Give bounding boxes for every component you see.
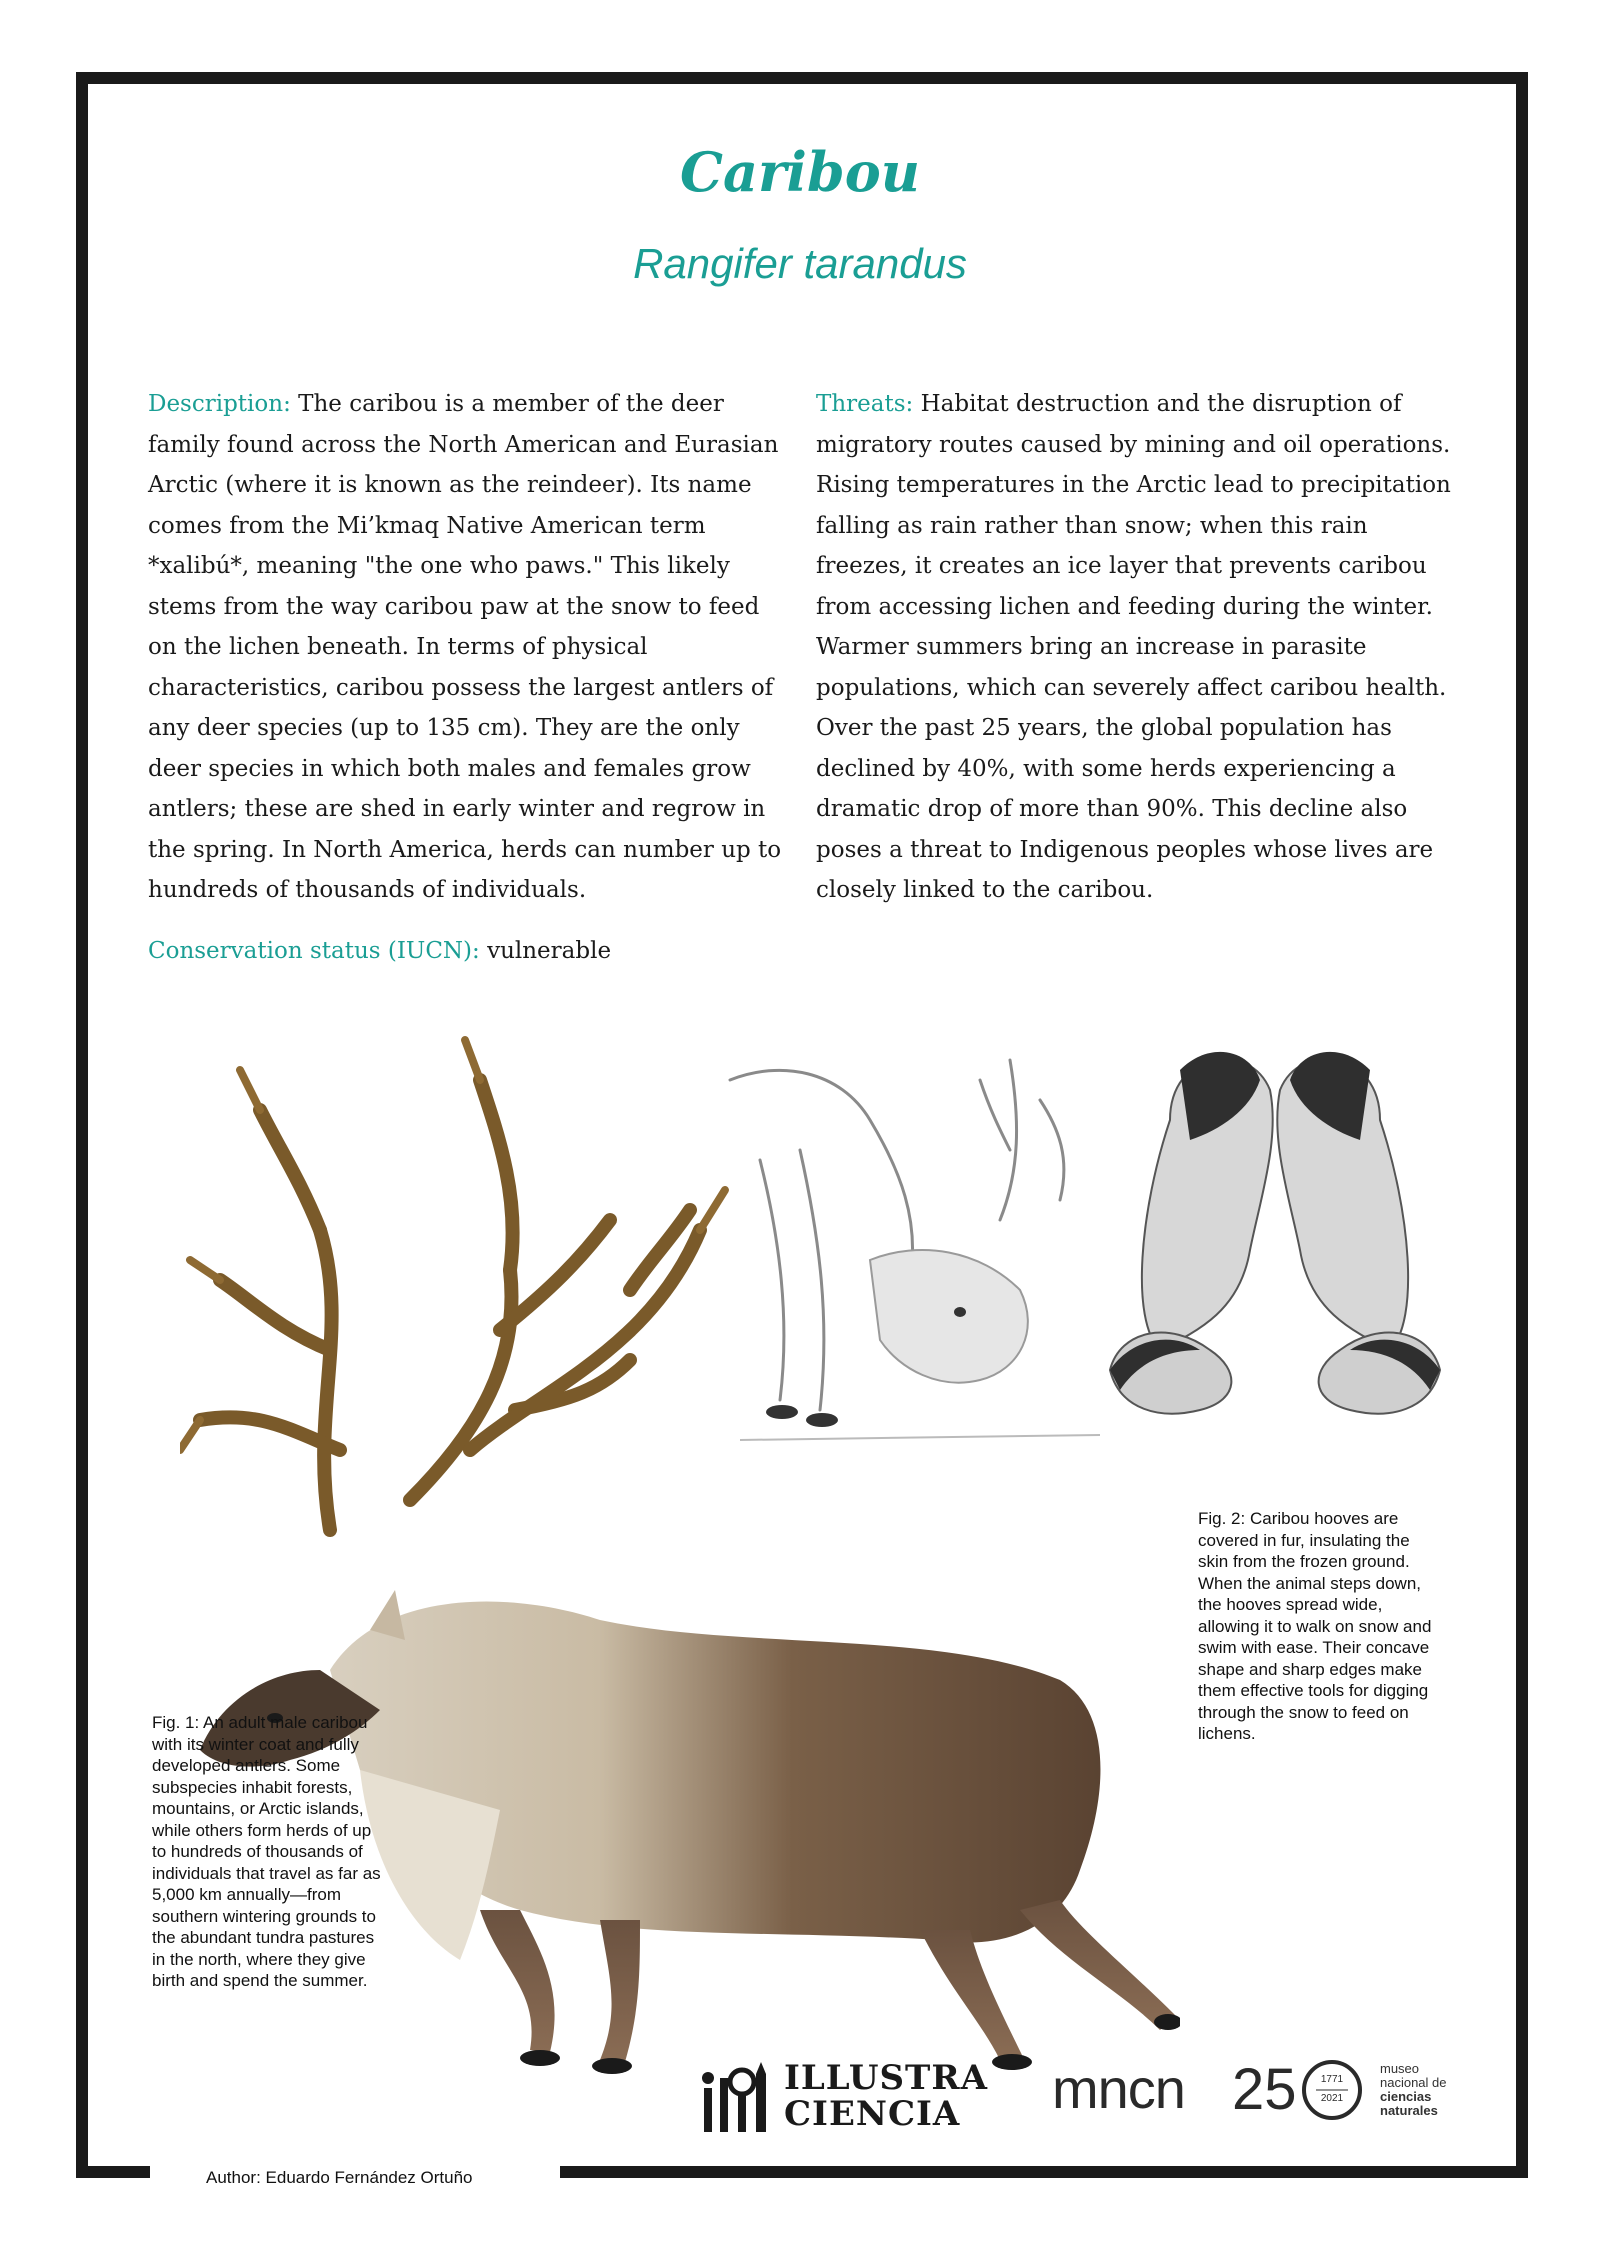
- frame-left: [76, 72, 88, 2178]
- conservation-label: Conservation status (IUCN):: [148, 938, 480, 964]
- seal-year-bottom: 2021: [1320, 2093, 1344, 2104]
- figure-2-caption: Fig. 2: Caribou hooves are covered in fur, insulating the skin from the frozen ground. When the animal steps down, the hooves spread wide, allowing it to walk on snow and swim with ease. Their concave shape and sharp edges make them effective tools for digging through the snow to feed on lichens.: [1198, 1509, 1432, 1743]
- illustra-line1: ILLUSTRA: [784, 2058, 988, 2098]
- description-text: The caribou is a member of the deer family found across the North American and Eurasian Arctic (where it is known as the reindeer). Its name comes from the Mi’kmaq Native American term *xalibú*, meaning "the one who paws." This likely stems from the way caribou paw at the snow to feed on the lichen beneath. In terms of physical characteristics, caribou possess the largest antlers of any deer species (up to 135 cm). They are the only deer species in which both males and females grow antlers; these are shed in early winter and regrow in the spring. In North America, herds can number up to hundreds of thousands of individuals.: [148, 391, 782, 903]
- page-title: Caribou: [680, 140, 920, 204]
- frame-right: [1516, 72, 1528, 2178]
- anniversary-number: 25: [1232, 2057, 1297, 2122]
- frame-bottom-left: [76, 2166, 150, 2178]
- museo-line2: nacional de: [1380, 2075, 1447, 2090]
- frame-bottom-right: [560, 2166, 1528, 2178]
- museo-line4: naturales: [1380, 2103, 1438, 2118]
- threats-paragraph: [816, 384, 1456, 911]
- threats-text: Habitat destruction and the disruption of migratory routes caused by mining and oil operations. Rising temperatures in the Arctic lead to precipitation falling as rain rather than snow; when this rain freezes, it creates an ice layer that prevents caribou from accessing lichen and feeding during the winter. Warmer summers bring an increase in parasite populations, which can severely affect caribou health. Over the past 25 years, the global population has declined by 40%, with some herds experiencing a dramatic drop of more than 90%. This decline also poses a threat to Indigenous peoples whose lives are closely linked to the caribou.: [816, 391, 1451, 903]
- conservation-status: [148, 938, 611, 964]
- anniversary-seal: [1300, 2058, 1364, 2122]
- museo-label: [1380, 2062, 1447, 2118]
- threats-label: Threats:: [816, 391, 914, 417]
- illustra-ciencia-icon: [700, 2058, 778, 2136]
- author-credit: Author: Eduardo Fernández Ortuño: [206, 2168, 473, 2187]
- description-label: Description:: [148, 391, 291, 417]
- conservation-value: vulnerable: [479, 938, 612, 964]
- museo-line1: museo: [1380, 2061, 1420, 2076]
- figure-1-caption: Fig. 1: An adult male caribou with its winter coat and fully developed antlers. Some subspecies inhabit forests, mountains, or Arctic islands, while others form herds of up to hundreds of thousands of individuals that travel as far as 5,000 km annually—from southern wintering grounds to the abundant tundra pastures in the north, where they give birth and spend the summer.: [152, 1713, 381, 1990]
- scientific-name: Rangifer tarandus: [633, 240, 967, 287]
- seal-year-top: 1771: [1320, 2074, 1344, 2085]
- museo-line3: ciencias: [1380, 2089, 1432, 2104]
- illustra-ciencia-logo: [700, 2058, 1000, 2136]
- frame-top: [76, 72, 1528, 84]
- description-paragraph: [148, 384, 788, 911]
- hooves-illustration: [1100, 1030, 1450, 1460]
- illustra-line2: CIENCIA: [784, 2094, 961, 2134]
- mncn-logo: mncn: [1052, 2057, 1185, 2120]
- grazing-caribou-illustration: [720, 1040, 1110, 1450]
